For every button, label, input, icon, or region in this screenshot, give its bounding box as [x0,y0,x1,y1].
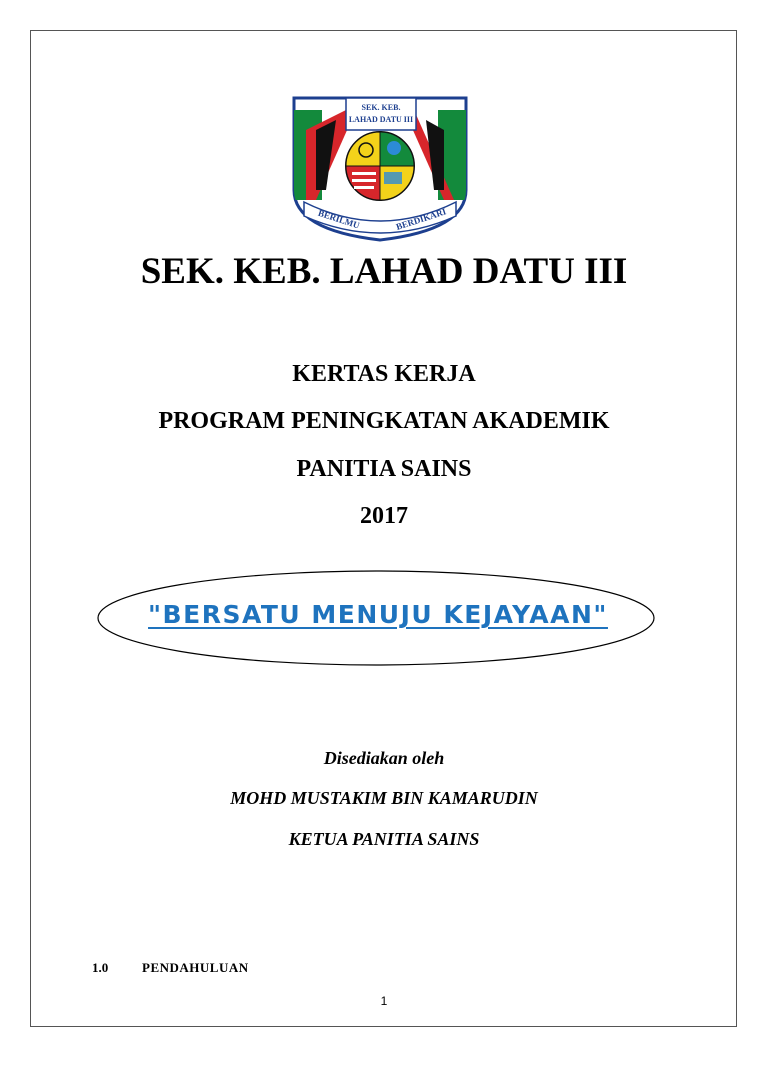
prepared-by-label: Disediakan oleh [323,748,445,768]
doc-title-line3: PANITIA SAINS [296,456,472,482]
preparer-position: KETUA PANITIA SAINS [288,829,480,849]
doc-title-line2: PROGRAM PENINGKATAN AKADEMIK [158,408,610,434]
section-number: 1.0 [92,960,109,975]
doc-title-line1: KERTAS KERJA [292,361,476,387]
motto-text: "BERSATU MENUJU KEJAYAAN" [148,600,608,629]
school-name-heading: SEK. KEB. LAHAD DATU III [140,251,628,292]
doc-year: 2017 [360,503,408,529]
logo-banner-line1: SEK. KEB. [361,103,401,112]
logo-motto-left: BERILMU [316,207,361,231]
page-number: 1 [380,994,388,1008]
school-crest-logo [286,90,474,242]
logo-banner-line2: LAHAD DATU III [348,115,414,124]
preparer-name: MOHD MUSTAKIM BIN KAMARUDIN [230,788,538,808]
section-title: PENDAHULUAN [142,960,249,975]
logo-motto-right: BERDIKARI [394,206,448,232]
